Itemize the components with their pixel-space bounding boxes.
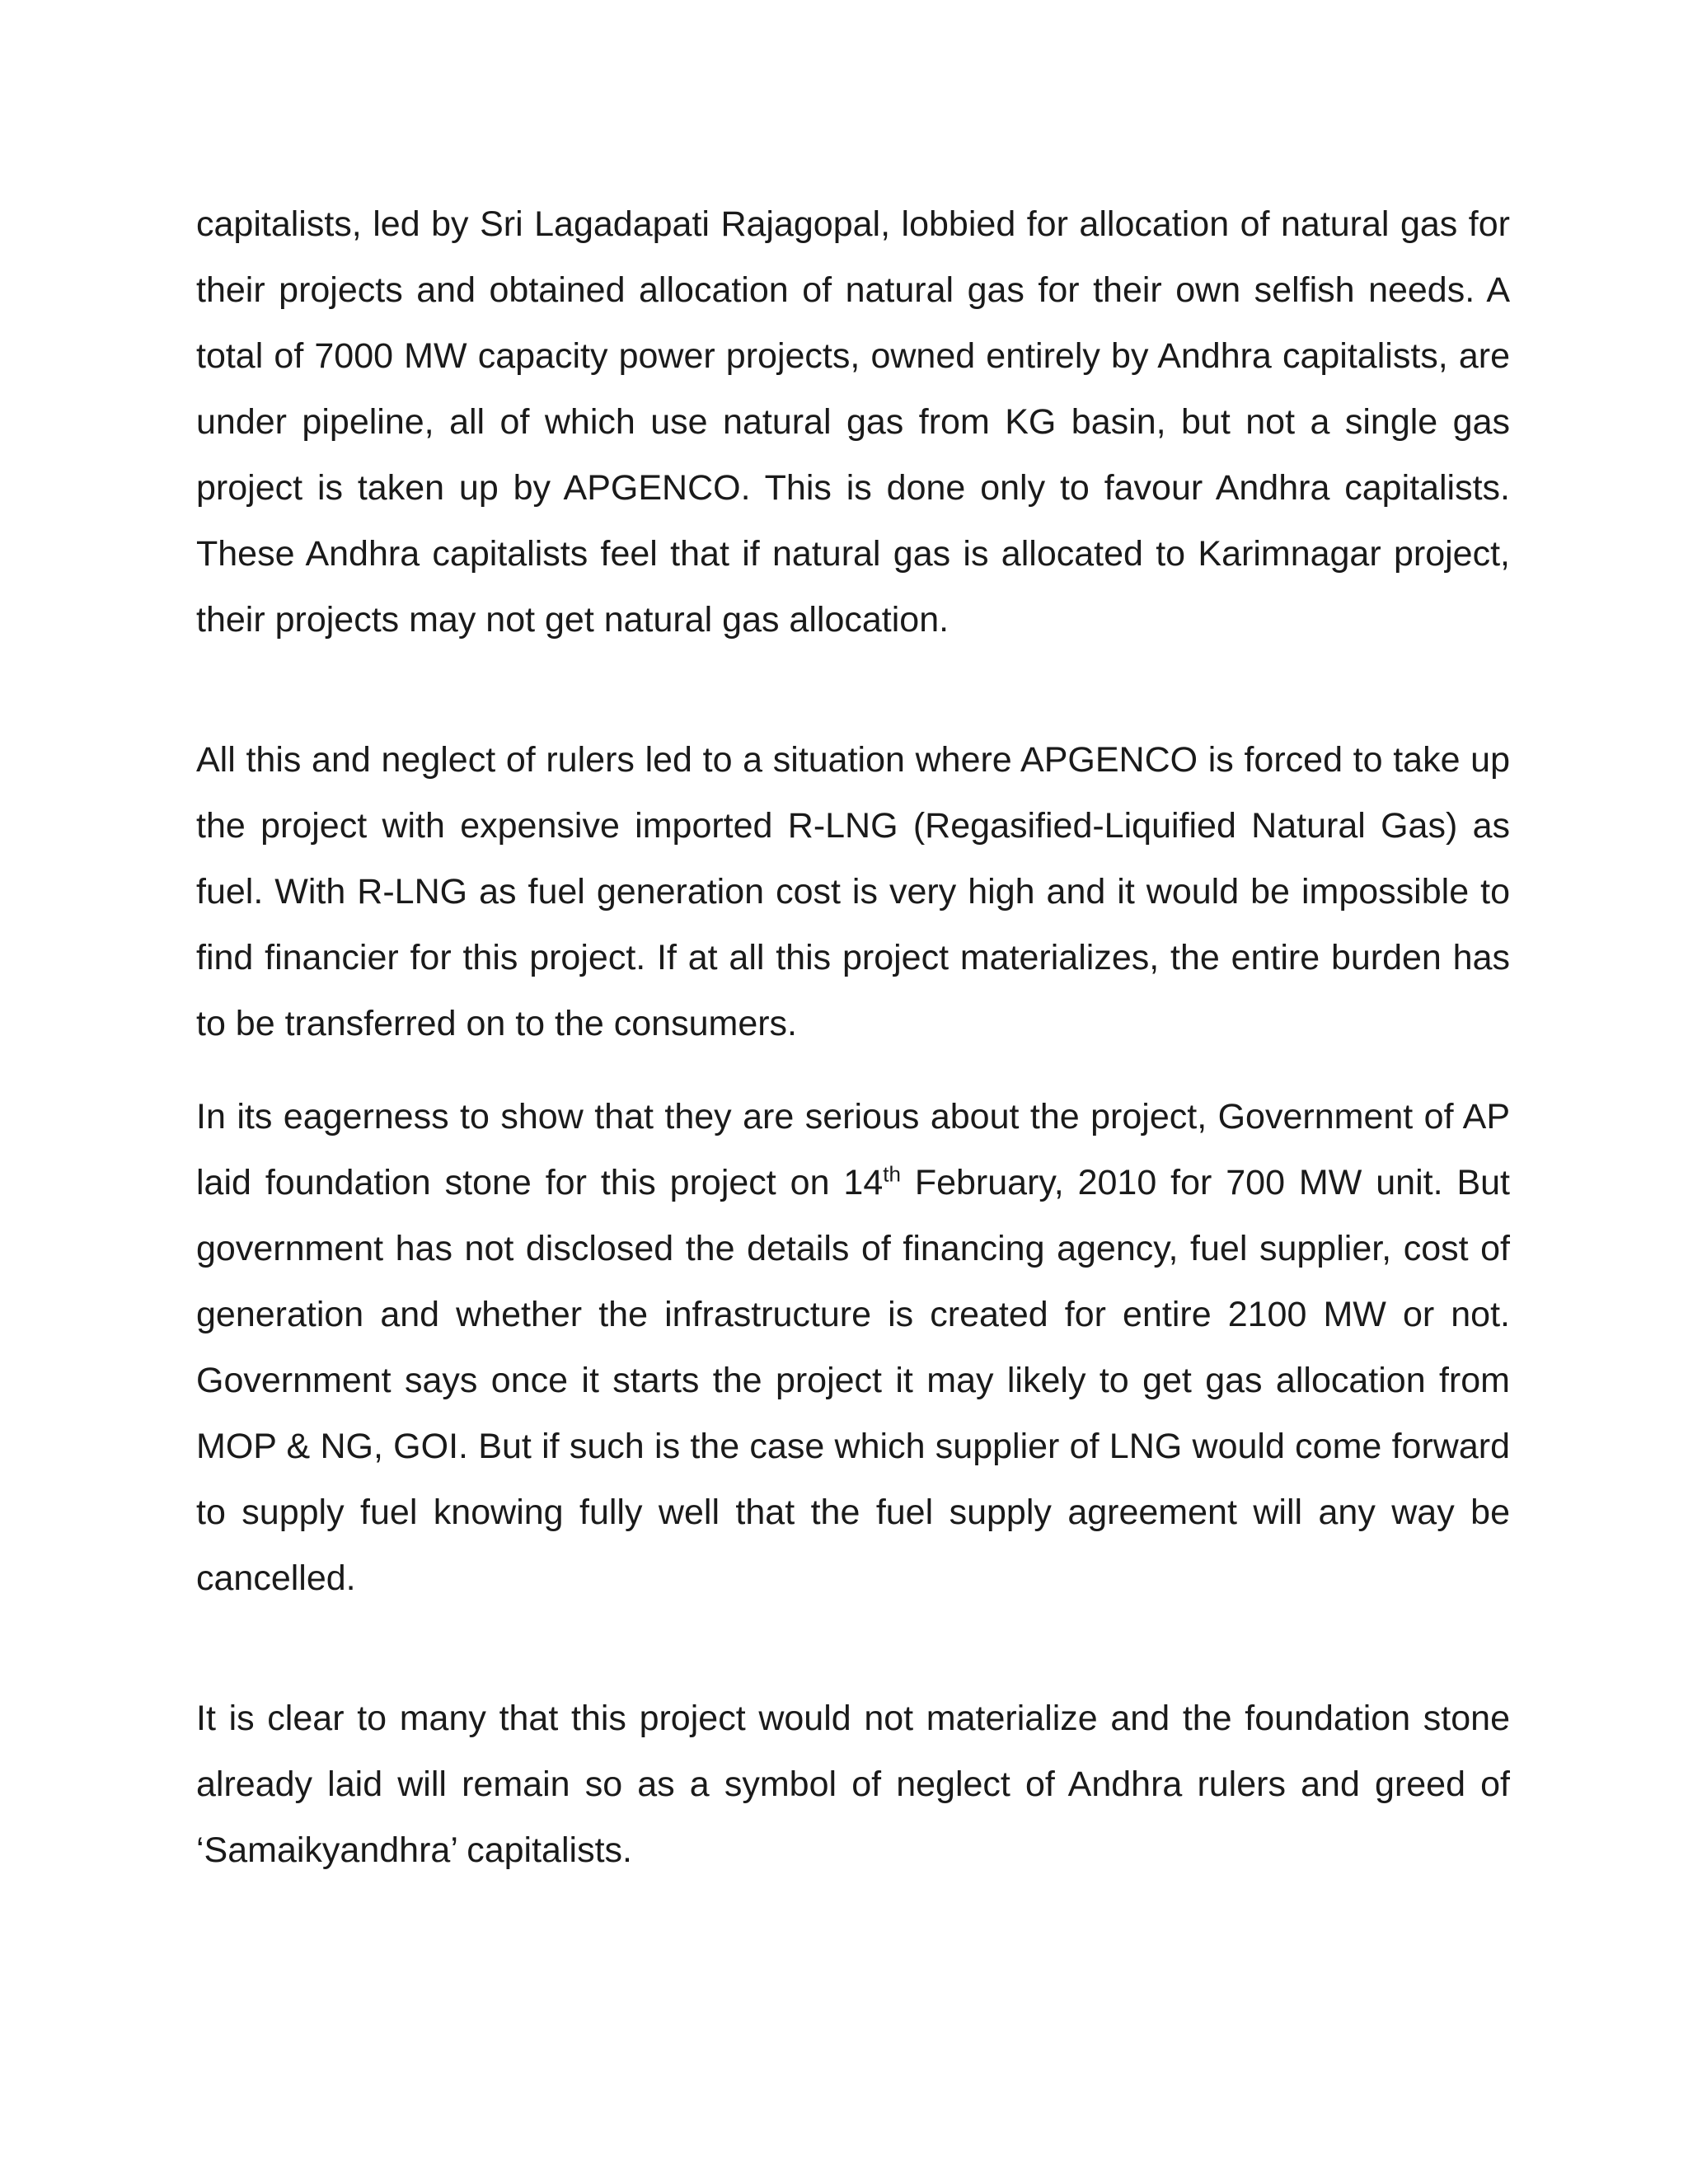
paragraph-gas-allocation: capitalists, led by Sri Lagadapati Rajagopal, lobbied for allocation of natural gas for their projects and obtained allocation of natural gas for their own selfish needs. A total of 7000 MW capacity power projects, owned entirely by Andhra capitalists, are under pipeline, all of which use natural gas from KG basin, but not a single gas project is taken up by APGENCO. This is done only to favour Andhra capitalists. These Andhra capitalists feel that if natural gas is allocated to Karimnagar project, their projects may not get natural gas allocation. bbox=[196, 204, 1510, 640]
paragraph-rlng-fuel: All this and neglect of rulers led to a situation where APGENCO is forced to take up the project with expensive imported R-LNG (Regasified-Liquified Natural Gas) as fuel. With R-LNG as fuel generation cost is very high and it would be impossible to find financier for this project. If at all this project materializes, the entire burden has to be transferred on to the consumers. bbox=[196, 740, 1510, 1043]
document-body bbox=[196, 191, 1510, 1883]
paragraph-foundation-stone-part2: February, 2010 for 700 MW unit. But government has not disclosed the details of financing agency, fuel supplier, cost of generation and whether the infrastructure is created for entire 2100 MW or not. Government says once it starts the project it may likely to get gas allocation from MOP & NG, GOI. But if such is the case which supplier of LNG would come forward to supply fuel knowing fully well that the fuel supply agreement will any way be cancelled. bbox=[196, 1163, 1510, 1598]
paragraph-foundation-stone bbox=[196, 1084, 1510, 1611]
paragraph-foundation-stone-part1: In its eagerness to show that they are serious about the project, Government of AP laid foundation stone for this project on 14 bbox=[196, 1097, 1510, 1202]
ordinal-superscript: th bbox=[883, 1161, 901, 1187]
paragraph-conclusion: It is clear to many that this project would not materialize and the foundation stone already laid will remain so as a symbol of neglect of Andhra rulers and greed of ‘Samaikyandhra’ capitalists. bbox=[196, 1699, 1510, 1870]
